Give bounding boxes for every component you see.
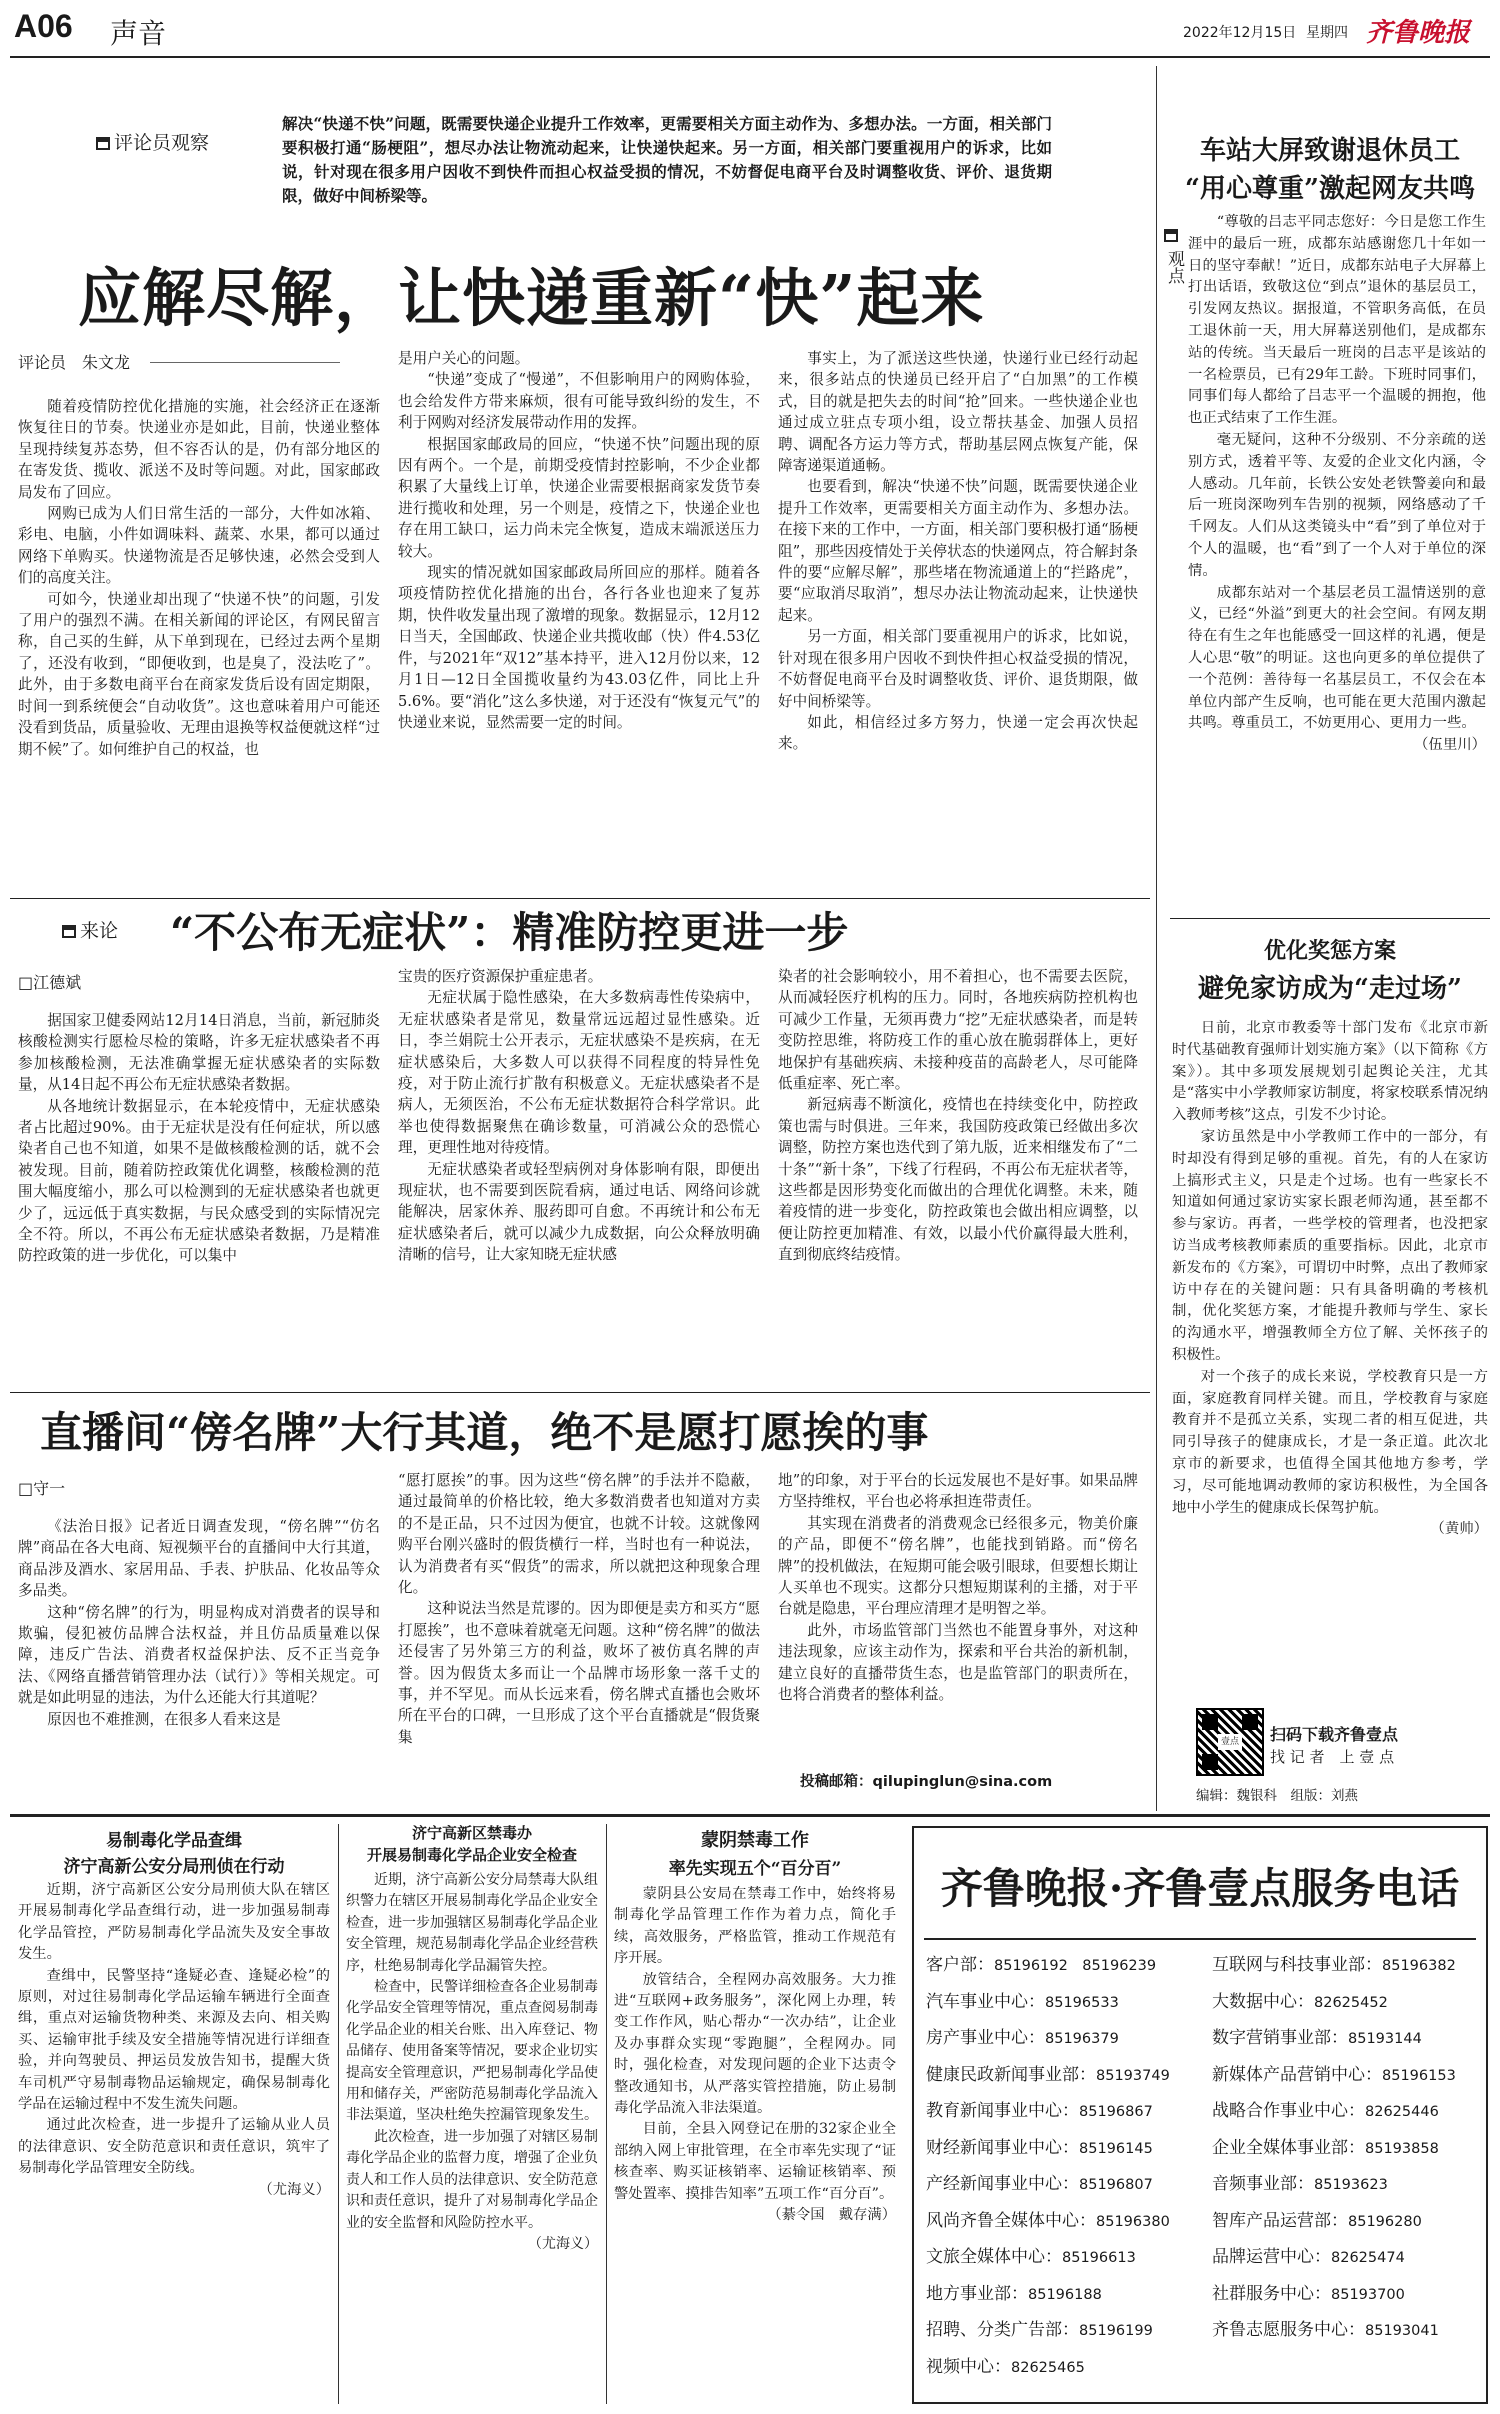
hotline-number[interactable]: 85196145 (1079, 2140, 1153, 2157)
editor-credits: 编辑：魏银科 组版：刘燕 (1196, 1788, 1358, 1804)
weekday: 星期四 (1306, 25, 1348, 41)
hotline-number[interactable]: 85196199 (1079, 2323, 1153, 2339)
hotline-dept: 地方事业部 (926, 2283, 1011, 2304)
news3-title-2: 率先实现五个“百分百” (668, 1859, 842, 1879)
art2-column-3: 染者的社会影响较小，用不着担心，也不需要去医院，从而减轻医疗机构的压力。同时，各地疾病防控机构也可减少工作量，无须再费力“挖”无症状感染者，而是转变防控思维，将防疫工作的重心放在脆弱群体上，更好地保护有基础疾病、未接种疫苗的高龄老人，尽可能降低重症率、死亡率。 新冠病毒不断演化，疫情也在持续变化中，防控政策也需与时俱进。三年来，我国防疫政策已经做出多次调整，防控方案也迭代到了第九版，近来相继发布了“二十条”“新十条”，下线了行程码，不再公布无症状者等，这些都是因形势变化而做出的合理优化调整。未来，随着疫情的进一步变化，防控政策也会做出相应调整，以便让防控更加精准、有效，以最小代价赢得最大胜利，直到彻底终结疫情。 (778, 968, 1138, 1264)
right-mid-title-2: 避免家访成为“走过场” (1198, 974, 1462, 1004)
hotline-dept: 产经新闻事业中心 (926, 2174, 1062, 2194)
hotline-right-row: 新媒体产品营销中心：85196153 (1212, 2064, 1456, 2085)
lead-summary: 解决“快递不快”问题，既需要快递企业提升工作效率，更需要相关方面主动作为、多想办法。一方面，相关部门要积极打通“肠梗阻”，想尽办法让物流动起来，让快递快起来。另一方面，相关部门要重视用户的诉求，比如说，针对现在很多用户因收不到快件而担心权益受损的情况，不妨督促电商平台及时调整收货、评价、退货期限，做好中间桥梁等。 (282, 114, 1052, 205)
hotline-number[interactable]: 85196867 (1079, 2104, 1153, 2120)
hotline-dept: 房产事业中心 (926, 2028, 1028, 2048)
hotline-dept: 齐鲁志愿服务中心 (1212, 2320, 1348, 2340)
issue-date: 2022年12月15日 (1183, 25, 1297, 41)
hotline-number[interactable]: 85193041 (1365, 2323, 1439, 2339)
qr-caption-1: 扫码下载齐鲁壹点 (1270, 1725, 1399, 1744)
hotline-left-row: 文旅全媒体中心：85196613 (926, 2247, 1136, 2267)
hotline-dept: 数字营销事业部 (1212, 2028, 1331, 2048)
hotline-right-row: 互联网与科技事业部：85196382 (1212, 1955, 1456, 1975)
hotline-left-row: 招聘、分类广告部：85196199 (926, 2320, 1153, 2340)
art3-column-2: “愿打愿挨”的事。因为这些“傍名牌”的手法并不隐蔽，通过最简单的价格比较，绝大多数消费者也知道对方卖的不是正品，只不过因为便宜，也就不计较。这就像网购平台刚兴盛时的假货横行一样，当时也有一种说法，认为消费者有买“假货”的需求，所以就把这种现象合理化。 这种说法当然是荒谬的。因为即便是卖方和买方“愿打愿挨”，也不意味着就毫无问题。这种“傍名牌”的做法还侵害了另外第三方的利益，败坏了被仿真名牌的声誉。因为假货太多而让一个品牌市场形象一落千丈的事，并不罕见。而从长远来看，傍名牌式直播也会败坏所在平台的口碑，一旦形成了这个平台直播就是“假货聚集 (398, 1472, 760, 1746)
hotline-number[interactable]: 85196280 (1348, 2213, 1422, 2230)
hotline-number[interactable]: 82625465 (1011, 2359, 1085, 2376)
right-mid-title-1: 优化奖惩方案 (1263, 938, 1396, 964)
hotline-dept: 财经新闻事业中心 (926, 2137, 1062, 2158)
hotline-title-rule (924, 1938, 1476, 1940)
lead-column-2: 是用户关心的问题。 “快递”变成了“慢递”，不但影响用户的网购体验，也会给发件方带来麻烦，很有可能导致纠纷的发生，不利于网购对经济发展带动作用的发挥。 根据国家邮政局的回应，“快递不快”问题出现的原因有两个。一个是，前期受疫情封控影响，不少企业都积累了大量线上订单，快递企业需要根据商家发货节奏进行揽收和处理，另一个则是，疫情之下，快递企业也存在用工缺口，运力尚未完全恢复，造成末端派送压力较大。 现实的情况就如国家邮政局所回应的那样。随着各项疫情防控优化措施的出台，各行各业也迎来了复苏期，快件收发量出现了激增的现象。数据显示，12月12日当天，全国邮政、快递企业共揽收邮（快）件4.53亿件，与2021年“双12”基本持平，进入12月份以来，12月1日—12日全国揽收量约为43.03亿件，同比上升5.6%。要“消化”这么多快递，对于还没有“恢复元气”的快递业来说，显然需要一定的时间。 (398, 350, 760, 731)
hotline-left-row: 房产事业中心：85196379 (926, 2028, 1119, 2048)
hotline-number[interactable]: 85196382 (1382, 1958, 1456, 1974)
laulun-tag-icon (62, 925, 76, 938)
hotline-dept: 大数据中心 (1212, 1991, 1297, 2012)
header-rule (10, 56, 1490, 58)
lead-column-1: 随着疫情防控优化措施的实施，社会经济正在逐渐恢复往日的节奏。快递业亦是如此，目前，快递业整体呈现持续复苏态势，但不容否认的是，仍有部分地区的在寄发货、揽收、派送不及时等问题。对此，国家邮政局发布了回应。 网购已成为人们日常生活的一部分，大件如冰箱、彩电、电脑，小件如调味料、蔬菜、水果，都可以通过网络下单购买。快递物流是否足够快速，必然会受到人们的高度关注。 可如今，快递业却出现了“快递不快”的问题，引发了用户的强烈不满。在相关新闻的评论区，有网民留言称，自己买的生鲜，从下单到现在，已经过去两个星期了，还没有收到，“即便收到，也是臭了，没法吃了”。此外，由于多数电商平台在商家发货后设有固定期限，时间一到系统便会“自动收货”。这也意味着用户可能还没看到货品，质量验收、无理由退换等权益便就这样“过期不候”了。如何维护自己的权益，也 (18, 398, 380, 758)
hotline-number[interactable]: 85196807 (1079, 2177, 1153, 2193)
hotline-number[interactable]: 85196613 (1062, 2250, 1136, 2266)
byline-rule (150, 362, 340, 363)
qr-code-box[interactable] (1196, 1708, 1264, 1776)
hotline-title: 齐鲁晚报·齐鲁壹点服务电话 (940, 1864, 1460, 1913)
viewpoint-tag-icon (1164, 229, 1178, 242)
art2-column-1: 据国家卫健委网站12月14日消息，当前，新冠肺炎核酸检测实行愿检尽检的策略，许多无症状感染者不再参加核酸检测，无法准确掌握无症状感染者的实际数量，从14日起不再公布无症状感染者数据。 从各地统计数据显示，在本轮疫情中，无症状感染者占比超过90%。由于无症状是没有任何症状，所以感染者自己也不知道，如果不是做核酸检测的话，就不会被发现。目前，随着防控政策优化调整，核酸检测的范围大幅度缩小，那么可以检测到的无症状感染者也就更少了，远远低于真实数据，与民众感受到的实际情况完全不符。所以，不再公布无症状感染者数据，乃是精准防控政策的进一步优化，可以集中 (18, 1012, 380, 1265)
newspaper-logo: 齐鲁晚报 (1366, 18, 1471, 48)
hotline-number[interactable]: 85193700 (1331, 2286, 1405, 2303)
art3-byline: □守一 (18, 1479, 66, 1498)
bottom-divider-1 (338, 1824, 339, 2404)
hotline-left-row: 教育新闻事业中心：85196867 (926, 2101, 1153, 2121)
art2-byline: □江德斌 (18, 973, 82, 992)
hotline-right-row: 社群服务中心：85193700 (1212, 2283, 1405, 2304)
hotline-number[interactable]: 85193144 (1348, 2031, 1422, 2047)
hotline-right-row: 品牌运营中心：82625474 (1212, 2247, 1405, 2267)
bottom-divider-2 (606, 1824, 607, 2404)
viewpoint-tag: 观点 (1164, 226, 1186, 284)
hotline-dept: 教育新闻事业中心 (926, 2101, 1062, 2121)
art2-column-2: 宝贵的医疗资源保护重症患者。 无症状属于隐性感染，在大多数病毒性传染病中，无症状感染者是常见，数量常远远超过显性感染。近日，李兰娟院士公开表示，无症状感染不是疾病，在无症状感染后，大多数人可以获得不同程度的特异性免疫，对于防止流行扩散有积极意义。无症状感染者不是病人，无须医治，不公布无症状数据符合科学常识。此举也使得数据聚焦在确诊数量，可消减公众的恐慌心理，更理性地对待疫情。 无症状感染者或轻型病例对身体影响有限，即便出现症状，也不需要到医院看病，通过电话、网络问诊就能解决，居家休养、服药即可自愈。不再统计和公布无症状感染者后，就可以减少九成数据，向公众释放明确清晰的信号，让大家知晓无症状感 (398, 968, 760, 1264)
hotline-dept: 健康民政新闻事业部 (926, 2064, 1079, 2085)
art3-column-1: 《法治日报》记者近日调查发现，“傍名牌”“仿名牌”商品在各大电商、短视频平台的直播间中大行其道，商品涉及酒水、家居用品、手表、护肤品、化妆品等众多品类。 这种“傍名牌”的行为，明显构成对消费者的误导和欺骗，侵犯被仿品牌合法权益，并且仿品质量难以保障，违反广告法、消费者权益保护法、反不正当竞争法、《网络直播营销管理办法（试行）》等相关规定。可就是如此明显的违法，为什么还能大行其道呢？ 原因也不难推测，在很多人看来这是 (18, 1518, 380, 1728)
hotline-left-row: 地方事业部：85196188 (926, 2283, 1102, 2304)
hotline-dept: 新媒体产品营销中心 (1212, 2064, 1365, 2085)
column-tag-commentary: 评论员观察 (96, 128, 209, 155)
hotline-dept: 音频事业部 (1212, 2174, 1297, 2194)
hotline-right-row: 音频事业部：85193623 (1212, 2174, 1388, 2194)
hotline-dept: 企业全媒体事业部 (1212, 2137, 1348, 2158)
news2-title-1: 济宁高新区禁毒办 (411, 1824, 532, 1842)
hotline-dept: 风尚齐鲁全媒体中心 (926, 2210, 1079, 2231)
hotline-dept: 战略合作事业中心 (1212, 2101, 1348, 2121)
right-top-body: “尊敬的吕志平同志您好：今日是您工作生涯中的最后一班，成都东站感谢您几十年如一日的坚守奉献！”近日，成都东站电子大屏幕上打出话语，致敬这位“到点”退休的基层员工，引发网友热议。据报道，不管职务高低，在员工退休前一天，用大屏幕送别他们，是成都东站的传统。当天最后一班岗的吕志平是该站的一名检票员，已有29年工龄。下班时同事们，同事们每人都给了吕志平一个温暖的拥抱，他也正式结束了工作生涯。 毫无疑问，这种不分级别、不分亲疏的送别方式，透着平等、友爱的企业文化内涵，令人感动。几年前，长铁公安处老铁警姜向和最后一班岗深吻列车告别的视频，网络感动了千千网友。人们从这类镜头中“看”到了单位对于个人的温暖，也“看”到了一个人对于单位的深情。 成都东站对一个基层老员工温情送别的意义，已经“外溢”到更大的社会空间。有网友期待在有生之年也能感受一回这样的礼遇，便是人心思“敬”的明证。这也向更多的单位提供了一个范例：善待每一名基层员工，不仅会在本单位内部产生反响，也可能在更大范围内激起共鸣。尊重员工，不妨更用心、更用力一些。 （伍里川） (1188, 212, 1486, 912)
news1-title-1: 易制毒化学品查缉 (106, 1831, 242, 1851)
news2-author: （尤海义） (528, 2235, 598, 2252)
hotline-dept: 视频中心 (926, 2356, 994, 2377)
hotline-dept: 客户部 (926, 1955, 977, 1975)
hotline-dept: 招聘、分类广告部 (926, 2320, 1062, 2340)
hotline-number[interactable]: 85196188 (1028, 2286, 1102, 2303)
news1-body: 近期，济宁高新区公安分局刑侦大队在辖区开展易制毒化学品查缉行动，进一步加强易制毒化学品管控，严防易制毒化学品流失及安全事故发生。 查缉中，民警坚持“逢疑必查、逢疑必检”的原则，对过往易制毒化学品运输车辆进行全面查缉，重点对运输货物种类、来源及去向、相关购买、运输审批手续及安全措施等情况进行详细查验，并向驾驶员、押运员发放告知书，提醒大货车司机严守易制毒物品运输规定，确保易制毒化学品在运输过程中不发生流失问题。 通过此次检查，进一步提升了运输从业人员的法律意识、安全防范意识和责任意识，筑牢了易制毒化学品管理安全防线。 （尤海义） (18, 1880, 330, 2404)
hotline-number[interactable]: 82625446 (1365, 2104, 1439, 2120)
hotline-left-row: 汽车事业中心：85196533 (926, 1991, 1119, 2012)
hotline-right-row: 大数据中心：82625452 (1212, 1991, 1388, 2012)
page-number: A06 (14, 8, 73, 44)
hotline-right-row: 数字营销事业部：85193144 (1212, 2028, 1422, 2048)
hotline-right-row: 智库产品运营部：85196280 (1212, 2210, 1422, 2231)
right-top-title-2: “用心尊重”激起网友共鸣 (1185, 174, 1475, 204)
hotline-number[interactable]: 82625474 (1331, 2250, 1405, 2266)
hotline-left-row: 视频中心：82625465 (926, 2356, 1085, 2377)
hotline-left-row: 风尚齐鲁全媒体中心：85196380 (926, 2210, 1170, 2231)
hotline-number[interactable]: 85196380 (1096, 2213, 1170, 2230)
news2-title-2: 开展易制毒化学品企业安全检查 (366, 1846, 577, 1864)
hotline-right-row: 齐鲁志愿服务中心：85193041 (1212, 2320, 1439, 2340)
right-rail-divider (1156, 66, 1157, 1811)
hotline-dept: 互联网与科技事业部 (1212, 1955, 1365, 1975)
news3-body: 蒙阴县公安局在禁毒工作中，始终将易制毒化学品管理工作作为着力点，简化手续，高效服务，严格监管，推动工作规范有序开展。 放管结合，全程网办高效服务。大力推进“互联网+政务服务”，深化网上办理，转变工作作风，贴心帮办“一次办结”，让企业及办事群众实现“零跑腿”，全程网办。同时，强化检查，对发现问题的企业下达责令整改通知书，从严落实管控措施，防止易制毒化学品流入非法渠道。 目前，全县入网登记在册的32家企业全部纳入网上审批管理，在全市率先实现了“证核查率、购买证核销率、运输证核销率、预警处置率、摸排告知率”五项工作“百分百”。 （綦令国 戴存满） (614, 1884, 896, 2404)
news2-body: 近期，济宁高新公安分局禁毒大队组织警力在辖区开展易制毒化学品企业安全检查，进一步加强辖区易制毒化学品企业安全管理，规范易制毒化学品企业经营秩序，杜绝易制毒化学品漏管失控。 检查中，民警详细检查各企业易制毒化学品安全管理等情况，重点查阅易制毒化学品企业的相关台账、出入库登记、物品储存、使用备案等情况，要求企业切实提高安全管理意识，严把易制毒化学品使用和储存关，严密防范易制毒化学品流入非法渠道，坚决杜绝失控漏管现象发生。 此次检查，进一步加强了对辖区易制毒化学品企业的监督力度，增强了企业负责人和工作人员的法律意识、安全防范意识和责任意识，提升了对易制毒化学品企业的安全监督和风险防控水平。 （尤海义） (346, 1870, 598, 2404)
section-name: 声音 (110, 17, 167, 50)
hotline-dept: 品牌运营中心 (1212, 2247, 1314, 2267)
hotline-dept: 文旅全媒体中心 (926, 2247, 1045, 2267)
hotline-left-row: 客户部：85196192 85196239 (926, 1955, 1157, 1975)
hotline-left-row: 产经新闻事业中心：85196807 (926, 2174, 1153, 2194)
hotline-number[interactable]: 85193858 (1365, 2140, 1439, 2157)
hotline-dept: 汽车事业中心 (926, 1991, 1028, 2012)
right-top-author: （伍里川） (1414, 737, 1486, 754)
news3-title-1: 蒙阴禁毒工作 (701, 1830, 809, 1851)
news3-author: （綦令国 戴存满） (767, 2207, 896, 2224)
hotline-number[interactable]: 82625452 (1314, 1994, 1388, 2011)
section-rule-2 (10, 1392, 1150, 1393)
hotline-number[interactable]: 85196153 (1382, 2067, 1456, 2084)
column-tag-icon (96, 137, 110, 150)
hotline-number[interactable]: 85196533 (1045, 1994, 1119, 2011)
news1-title-2: 济宁高新公安分局刑侦在行动 (63, 1857, 285, 1877)
lead-byline: 评论员 朱文龙 (18, 353, 131, 372)
hotline-dept: 智库产品运营部 (1212, 2210, 1331, 2231)
qr-caption-2: 找 记 者 上 壹 点 (1270, 1748, 1395, 1766)
column-tag-laulun: 来论 (62, 916, 118, 943)
art2-headline: “不公布无症状”：精准防控更进一步 (170, 908, 849, 957)
hotline-right-row: 企业全媒体事业部：85193858 (1212, 2137, 1439, 2158)
hotline-number[interactable]: 85193749 (1096, 2067, 1170, 2084)
hotline-dept: 社群服务中心 (1212, 2283, 1314, 2304)
qr-code-label: 壹点 (1218, 1734, 1242, 1750)
submission-email[interactable]: 投稿邮箱：qilupinglun@sina.com (800, 1774, 1053, 1790)
art3-headline: 直播间“傍名牌”大行其道，绝不是愿打愿挨的事 (40, 1408, 929, 1457)
news1-author: （尤海义） (258, 2181, 330, 2198)
hotline-right-row: 战略合作事业中心：82625446 (1212, 2101, 1439, 2121)
right-rule-1 (1170, 918, 1490, 919)
hotline-number[interactable]: 85196379 (1045, 2031, 1119, 2047)
bottom-rule-thick (10, 1814, 1490, 1817)
section-rule-1 (10, 898, 1150, 899)
hotline-left-row: 健康民政新闻事业部：85193749 (926, 2064, 1170, 2085)
right-top-title-1: 车站大屏致谢退休员工 (1199, 136, 1460, 166)
art3-column-3: 地”的印象，对于平台的长远发展也不是好事。如果品牌方坚持维权，平台也必将承担连带责任。 其实现在消费者的消费观念已经很多元，物美价廉的产品，即便不“傍名牌”，也能找到销路。而“傍名牌”的投机做法，在短期可能会吸引眼球，但要想长期让人买单也不现实。这都分只想短期谋利的主播，对于平台就是隐患，平台理应清理才是明智之举。 此外，市场监管部门当然也不能置身事外，对这种违法现象，应该主动作为，探索和平台共治的新机制，建立良好的直播带货生态，也是监管部门的职责所在，也将合消费者的整体利益。 (778, 1472, 1138, 1704)
lead-headline: 应解尽解，让快递重新“快”起来 (78, 261, 985, 335)
hotline-number[interactable]: 85196192 85196239 (994, 1958, 1157, 1974)
hotline-number[interactable]: 85193623 (1314, 2177, 1388, 2193)
right-mid-body: 日前，北京市教委等十部门发布《北京市新时代基础教育强师计划实施方案》（以下简称《方案》）。其中多项发展规划引起舆论关注，尤其是“落实中小学教师家访制度，将家校联系情况纳入教师考核”这点，引发不少讨论。 家访虽然是中小学教师工作中的一部分，有时却没有得到足够的重视。首先，有的人在家访上搞形式主义，只是走个过场。也有一些家长不知道如何通过家访实家长跟老师沟通，甚至都不参与家访。再者，一些学校的管理者，也没把家访当成考核教师素质的重要指标。因此，北京市新发布的《方案》，可谓切中时弊，点出了教师家访中存在的关键问题：只有具备明确的考核机制，优化奖惩方案，才能提升教师与学生、家长的沟通水平，增强教师全方位了解、关怀孩子的积极性。 对一个孩子的成长来说，学校教育只是一方面，家庭教育同样关键。而且，学校教育与家庭教育并不是孤立关系，实现二者的相互促进，共同引导孩子的健康成长，才是一条正道。此次北京市的新要求，也值得全国其他地方参考，学习，尽可能地调动教师的家访积极性，为全国各地中小学生的健康成长保驾护航。 （黄帅） (1172, 1018, 1488, 1792)
right-mid-author: （黄帅） (1430, 1521, 1488, 1538)
lead-column-3: 事实上，为了派送这些快递，快递行业已经行动起来，很多站点的快递员已经开启了“白加黑”的工作模式，目的就是把失去的时间“抢”回来。一些快递企业也通过成立驻点专项小组，设立帮扶基金、加强人员招聘、调配各方运力等方式，帮助基层网点恢复产能，保障寄递渠道通畅。 也要看到，解决“快递不快”问题，既需要快递企业提升工作效率，更需要相关方面主动作为、多想办法。在接下来的工作中，一方面，相关部门要积极打通“肠梗阻”，那些因疫情处于关停状态的快递网点，符合解封条件的要“应解尽解”，那些堵在物流通道上的“拦路虎”，要“应取消尽取消”，想尽办法让物流动起来，让快递快起来。 另一方面，相关部门要重视用户的诉求，比如说，针对现在很多用户因收不到快件担心权益受损的情况，不妨督促电商平台及时调整收货、评价、退货期限，做好中间桥梁等。 如此，相信经过多方努力，快递一定会再次快起来。 (778, 350, 1138, 753)
hotline-left-row: 财经新闻事业中心：85196145 (926, 2137, 1153, 2158)
